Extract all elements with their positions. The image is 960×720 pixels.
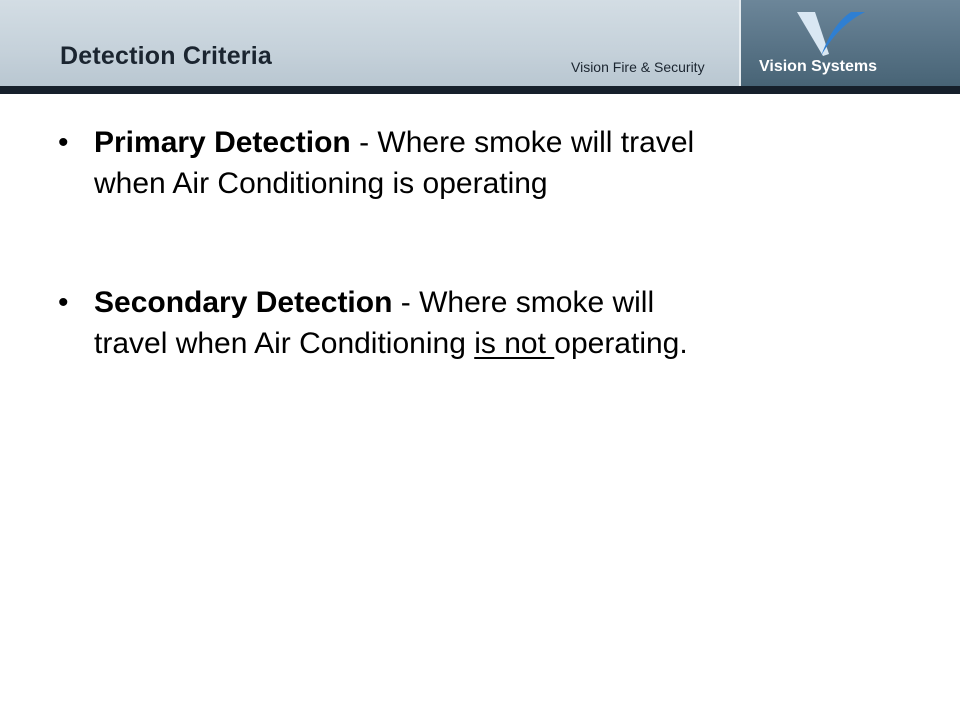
- bullet-description: - Where smoke will travel when Air Conditioning: [94, 286, 655, 360]
- underlined-emphasis: is not: [474, 327, 555, 360]
- bullet-secondary-detection: [58, 282, 698, 364]
- bullet-description: - Where smoke will travel when Air Conditioning is operating: [94, 126, 695, 200]
- header-title-panel: [0, 0, 740, 86]
- brand-name: Vision Systems: [759, 58, 877, 75]
- bullet-term: Secondary Detection: [94, 286, 393, 319]
- bullet-term: Primary Detection: [94, 126, 351, 159]
- slide-header: [0, 0, 960, 94]
- bullet-primary-detection: [58, 122, 698, 204]
- bullet-marker: •: [58, 126, 69, 159]
- bullet-description-end: operating.: [554, 327, 688, 360]
- logo-v-right-stroke: [821, 12, 865, 56]
- slide-title: Detection Criteria: [60, 42, 272, 70]
- bullet-marker: •: [58, 286, 69, 319]
- bullet-list: [58, 122, 698, 364]
- company-name: Vision Fire & Security: [571, 59, 705, 75]
- header-bottom-bar: [0, 86, 960, 94]
- vision-logo-icon: [795, 10, 867, 58]
